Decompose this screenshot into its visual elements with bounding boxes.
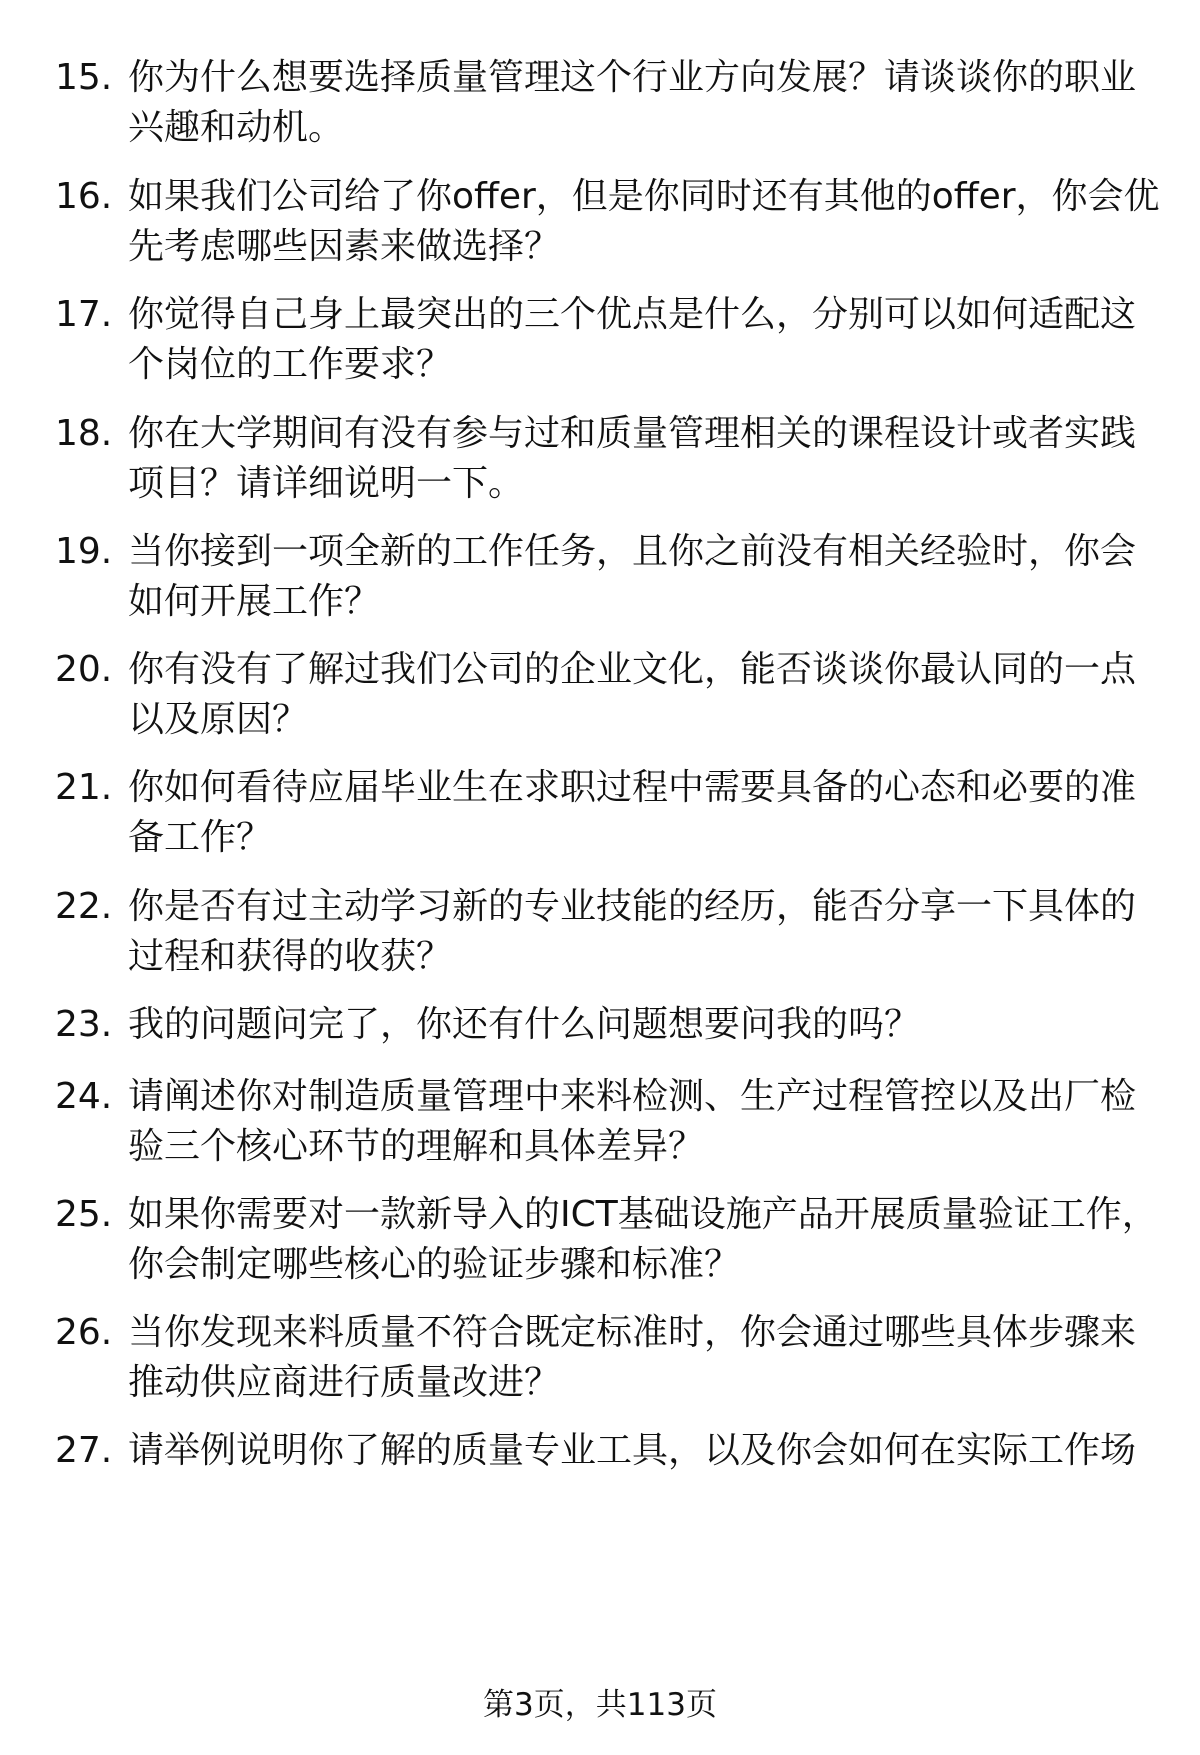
question-text: 我的问题问完了，你还有什么问题想要问我的吗？	[128, 1004, 921, 1045]
question-number: 21.	[55, 767, 113, 808]
question-number: 18.	[55, 413, 113, 454]
question-text: 当你接到一项全新的工作任务，且你之前没有相关经验时，你会如何开展工作？	[128, 531, 1137, 622]
question-number: 26.	[55, 1312, 113, 1353]
question-number: 17.	[55, 294, 113, 335]
question-text: 当你发现来料质量不符合既定标准时，你会通过哪些具体步骤来推动供应商进行质量改进？	[128, 1312, 1137, 1403]
question-number: 16.	[55, 176, 113, 217]
question-text: 你觉得自己身上最突出的三个优点是什么，分别可以如何适配这个岗位的工作要求？	[128, 294, 1137, 385]
question-number: 22.	[55, 886, 113, 927]
question-text: 你在大学期间有没有参与过和质量管理相关的课程设计或者实践项目？请详细说明一下。	[128, 413, 1137, 504]
question-text: 你为什么想要选择质量管理这个行业方向发展？请谈谈你的职业兴趣和动机。	[128, 57, 1137, 148]
question-number: 27.	[55, 1430, 113, 1471]
question-number: 19.	[55, 531, 113, 572]
question-text: 如果我们公司给了你offer，但是你同时还有其他的offer，你会优先考虑哪些因素来做选择？	[128, 176, 1160, 267]
question-text: 你有没有了解过我们公司的企业文化，能否谈谈你最认同的一点以及原因？	[128, 649, 1137, 740]
question-number: 24.	[55, 1076, 113, 1117]
question-number: 25.	[55, 1194, 113, 1235]
question-number: 23.	[55, 1004, 113, 1045]
question-text: 你是否有过主动学习新的专业技能的经历，能否分享一下具体的过程和获得的收获？	[128, 886, 1137, 977]
question-number: 15.	[55, 57, 113, 98]
question-text: 请举例说明你了解的质量专业工具，以及你会如何在实际工作场	[128, 1430, 1137, 1471]
question-number: 20.	[55, 649, 113, 690]
question-text: 如果你需要对一款新导入的ICT基础设施产品开展质量验证工作，你会制定哪些核心的验证步骤和标准？	[128, 1194, 1158, 1285]
question-text: 请阐述你对制造质量管理中来料检测、生产过程管控以及出厂检验三个核心环节的理解和具体差异？	[128, 1076, 1137, 1167]
page-footer: 第3页，共113页	[483, 1687, 717, 1723]
question-text: 你如何看待应届毕业生在求职过程中需要具备的心态和必要的准备工作？	[128, 767, 1137, 858]
